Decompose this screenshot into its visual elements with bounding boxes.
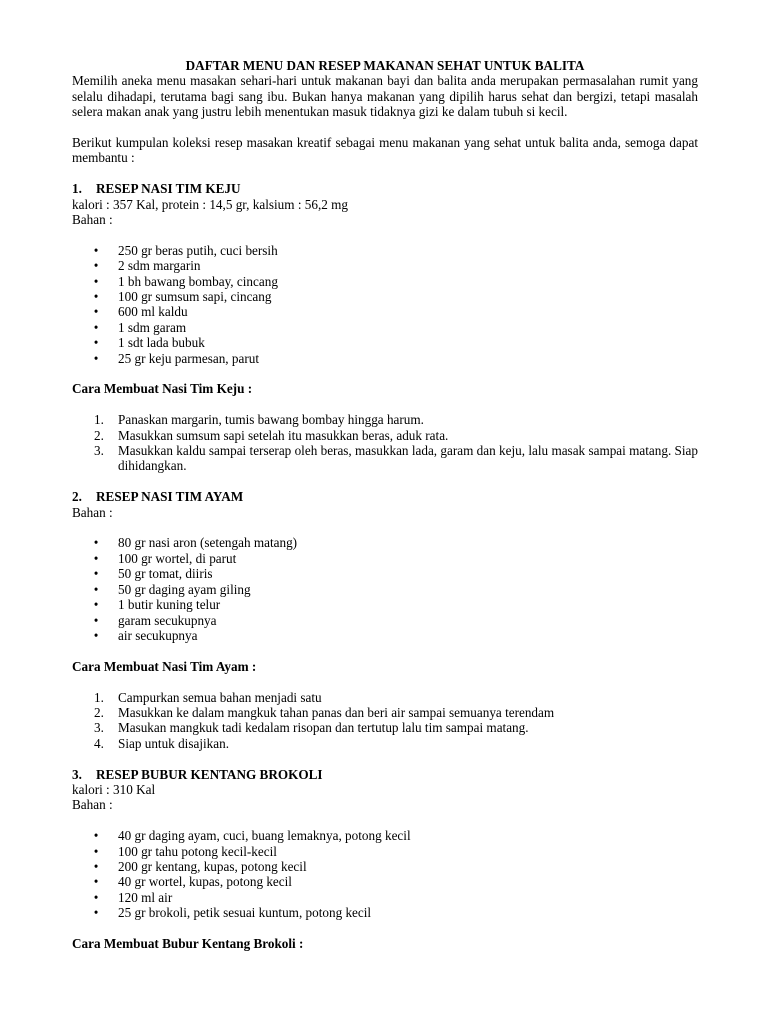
method-title: Cara Membuat Bubur Kentang Brokoli :	[72, 935, 304, 951]
ingredient-item	[72, 351, 698, 366]
step-text: Masukkan ke dalam mangkuk tahan panas dan beri air sampai semuanya terendam	[118, 704, 555, 720]
spacer	[72, 366, 698, 381]
recipe-heading	[72, 767, 698, 782]
spacer	[72, 921, 698, 936]
ingredient-text: 100 gr sumsum sapi, cincang	[118, 289, 272, 305]
recipe-title: RESEP NASI TIM AYAM	[96, 489, 244, 505]
bullet-icon: •	[93, 289, 99, 305]
ingredient-text: 25 gr keju parmesan, parut	[118, 350, 259, 366]
ingredient-text: 1 butir kuning telur	[118, 597, 221, 613]
step-item	[72, 690, 698, 705]
recipe-heading	[72, 489, 698, 504]
ingredient-text: air secukupnya	[118, 627, 198, 643]
intro-paragraph: Memilih aneka menu masakan sehari-hari untuk makanan bayi dan balita anda merupakan permasalahan rumit yang selalu dihadapi, terutama bagi sang ibu. Bukan hanya makanan yang dipilih harus sehat dan bergizi, tetapi masalah selera makan anak yang justru lebih menentukan masuk tidaknya gizi ke dalam tubuh si kecil.	[72, 73, 698, 120]
step-text: Masukkan kaldu sampai terserap oleh beras, masukkan lada, garam dan keju, lalu masak sampai matang. Siap dihidangkan.	[118, 443, 698, 474]
step-text: Panaskan margarin, tumis bawang bombay hingga harum.	[118, 412, 424, 428]
bullet-icon: •	[93, 273, 99, 289]
spacer	[72, 120, 698, 135]
step-list	[72, 412, 698, 474]
recipe-number: 3.	[72, 766, 82, 782]
ingredient-item	[72, 320, 698, 335]
ingredient-item	[72, 628, 698, 643]
bullet-icon: •	[93, 535, 99, 551]
recipe-number: 2.	[72, 489, 82, 505]
recipe-list	[72, 181, 698, 951]
bullet-icon: •	[93, 258, 99, 274]
ingredient-item	[72, 874, 698, 889]
ingredient-item	[72, 613, 698, 628]
step-number: 3.	[94, 720, 104, 736]
step-text: Siap untuk disajikan.	[118, 735, 229, 751]
spacer	[72, 166, 698, 181]
step-item	[72, 412, 698, 427]
bullet-icon: •	[93, 566, 99, 582]
ingredient-text: 600 ml kaldu	[118, 304, 188, 320]
spacer	[72, 674, 698, 689]
ingredient-list	[72, 828, 698, 920]
spacer	[72, 813, 698, 828]
spacer	[72, 227, 698, 242]
ingredient-item	[72, 905, 698, 920]
ingredient-item	[72, 258, 698, 273]
step-number: 1.	[94, 412, 104, 428]
nutrition-info: kalori : 310 Kal	[72, 781, 156, 797]
recipe-section	[72, 767, 698, 952]
step-item	[72, 720, 698, 735]
spacer	[72, 643, 698, 658]
recipe-number: 1.	[72, 181, 82, 197]
document-page	[72, 58, 698, 951]
recipe-section	[72, 181, 698, 489]
ingredient-text: 40 gr wortel, kupas, potong kecil	[118, 874, 292, 890]
bullet-icon: •	[93, 612, 99, 628]
ingredient-item	[72, 289, 698, 304]
step-item	[72, 428, 698, 443]
ingredient-text: 80 gr nasi aron (setengah matang)	[118, 535, 298, 551]
spacer	[72, 397, 698, 412]
ingredient-item	[72, 597, 698, 612]
ingredient-list	[72, 243, 698, 366]
ingredient-text: 50 gr tomat, diiris	[118, 566, 213, 582]
spacer	[72, 520, 698, 535]
ingredient-item	[72, 304, 698, 319]
bullet-icon: •	[93, 828, 99, 844]
bullet-icon: •	[93, 335, 99, 351]
recipe-title: RESEP BUBUR KENTANG BROKOLI	[96, 766, 323, 782]
ingredient-item	[72, 566, 698, 581]
bullet-icon: •	[93, 550, 99, 566]
bullet-icon: •	[93, 843, 99, 859]
step-number: 1.	[94, 689, 104, 705]
ingredient-text: 250 gr beras putih, cuci bersih	[118, 242, 278, 258]
intro-paragraph-2: Berikut kumpulan koleksi resep masakan kreatif sebagai menu makanan yang sehat untuk balita anda, semoga dapat membantu :	[72, 135, 698, 166]
ingredients-label: Bahan :	[72, 212, 113, 228]
ingredient-item	[72, 274, 698, 289]
ingredient-text: 200 gr kentang, kupas, potong kecil	[118, 858, 307, 874]
method-title: Cara Membuat Nasi Tim Keju :	[72, 381, 253, 397]
ingredient-item	[72, 535, 698, 550]
step-text: Campurkan semua bahan menjadi satu	[118, 689, 322, 705]
bullet-icon: •	[93, 597, 99, 613]
recipe-section	[72, 489, 698, 766]
ingredients-label: Bahan :	[72, 797, 113, 813]
bullet-icon: •	[93, 874, 99, 890]
ingredient-item	[72, 582, 698, 597]
bullet-icon: •	[93, 304, 99, 320]
spacer	[72, 751, 698, 766]
recipe-title: RESEP NASI TIM KEJU	[96, 181, 241, 197]
ingredient-item	[72, 859, 698, 874]
ingredient-text: 50 gr daging ayam giling	[118, 581, 251, 597]
ingredient-text: 1 bh bawang bombay, cincang	[118, 273, 278, 289]
step-number: 2.	[94, 427, 104, 443]
ingredient-text: 25 gr brokoli, petik sesuai kuntum, potong kecil	[118, 905, 372, 921]
ingredient-text: 120 ml air	[118, 889, 173, 905]
step-item	[72, 705, 698, 720]
ingredient-item	[72, 828, 698, 843]
step-text: Masukan mangkuk tadi kedalam risopan dan tertutup lalu tim sampai matang.	[118, 720, 529, 736]
step-number: 2.	[94, 704, 104, 720]
ingredient-item	[72, 243, 698, 258]
ingredient-item	[72, 844, 698, 859]
ingredient-text: 100 gr wortel, di parut	[118, 550, 237, 566]
ingredient-item	[72, 551, 698, 566]
step-number: 3.	[94, 443, 104, 459]
recipe-heading	[72, 181, 698, 196]
ingredient-item	[72, 890, 698, 905]
document-title: DAFTAR MENU DAN RESEP MAKANAN SEHAT UNTUK BALITA	[185, 58, 585, 73]
ingredient-text: 1 sdm garam	[118, 319, 187, 335]
nutrition-info: kalori : 357 Kal, protein : 14,5 gr, kalsium : 56,2 mg	[72, 196, 349, 212]
ingredients-label: Bahan :	[72, 504, 113, 520]
bullet-icon: •	[93, 319, 99, 335]
bullet-icon: •	[93, 242, 99, 258]
step-text: Masukkan sumsum sapi setelah itu masukkan beras, aduk rata.	[118, 427, 449, 443]
bullet-icon: •	[93, 905, 99, 921]
step-item	[72, 443, 698, 474]
ingredient-item	[72, 335, 698, 350]
bullet-icon: •	[93, 581, 99, 597]
step-list	[72, 690, 698, 752]
step-item	[72, 736, 698, 751]
ingredient-text: 2 sdm margarin	[118, 258, 201, 274]
ingredient-text: 100 gr tahu potong kecil-kecil	[118, 843, 277, 859]
step-number: 4.	[94, 735, 104, 751]
bullet-icon: •	[93, 350, 99, 366]
bullet-icon: •	[93, 858, 99, 874]
ingredient-list	[72, 535, 698, 643]
ingredient-text: 40 gr daging ayam, cuci, buang lemaknya, potong kecil	[118, 828, 411, 844]
spacer	[72, 474, 698, 489]
ingredient-text: garam secukupnya	[118, 612, 217, 628]
ingredient-text: 1 sdt lada bubuk	[118, 335, 205, 351]
method-title: Cara Membuat Nasi Tim Ayam :	[72, 658, 257, 674]
bullet-icon: •	[93, 627, 99, 643]
bullet-icon: •	[93, 889, 99, 905]
